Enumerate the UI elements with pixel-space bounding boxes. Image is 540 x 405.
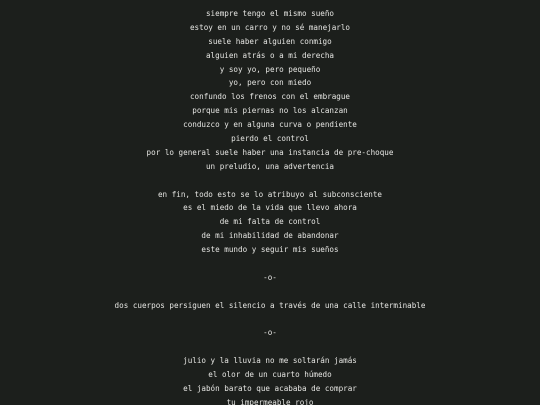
stanza-3 [0,299,540,313]
poem-line: el olor de un cuarto húmedo [208,370,332,380]
poem-line: y soy yo, pero pequeño [219,64,321,74]
poem-line: conduzco y en alguna curva o pendiente [183,120,357,130]
poem-line: suele haber alguien conmigo [208,36,332,46]
poem-line: alguien atrás o a mi derecha [205,50,334,60]
poem-line: de mi falta de control [219,217,321,227]
stanza-gap [0,340,540,354]
poem-line: dos cuerpos persiguen el silencio a través de una calle interminable [114,300,426,310]
poem-line: pierdo el control [231,134,309,144]
poem-line: por lo general suele haber una instancia de pre-choque [146,147,394,157]
poem-line: en fin, todo esto se lo atribuyo al subconsciente [157,189,383,199]
stanza-1 [0,7,540,174]
stanza-4 [0,354,540,405]
poem-line: porque mis piernas no los alcanzan [192,106,348,116]
poem-line: siempre tengo el mismo sueño [205,9,334,18]
poem-line: confundo los frenos con el embrague [189,92,350,102]
stanza-gap [0,285,540,299]
poem-line: de mi inhabilidad de abandonar [201,231,339,241]
poem-line: es el miedo de la vida que llevo ahora [183,203,357,213]
poem-text [0,7,540,405]
poem-line: este mundo y seguir mis sueños [201,245,339,255]
poem-line: yo, pero con miedo [228,78,312,88]
stanza-gap [0,174,540,188]
section-separator: -o- [263,328,277,338]
poem-line: el jabón barato que acababa de comprar [183,384,357,394]
section-separator: -o- [263,272,277,282]
stanza-2 [0,188,540,257]
poem-line: un preludio, una advertencia [205,161,334,171]
poem-line: estoy en un carro y no sé manejarlo [189,22,350,32]
stanza-gap [0,257,540,271]
poem-line: tu impermeable rojo [226,397,314,405]
stanza-gap [0,313,540,327]
poem-line: julio y la lluvia no me soltarán jamás [183,356,357,366]
